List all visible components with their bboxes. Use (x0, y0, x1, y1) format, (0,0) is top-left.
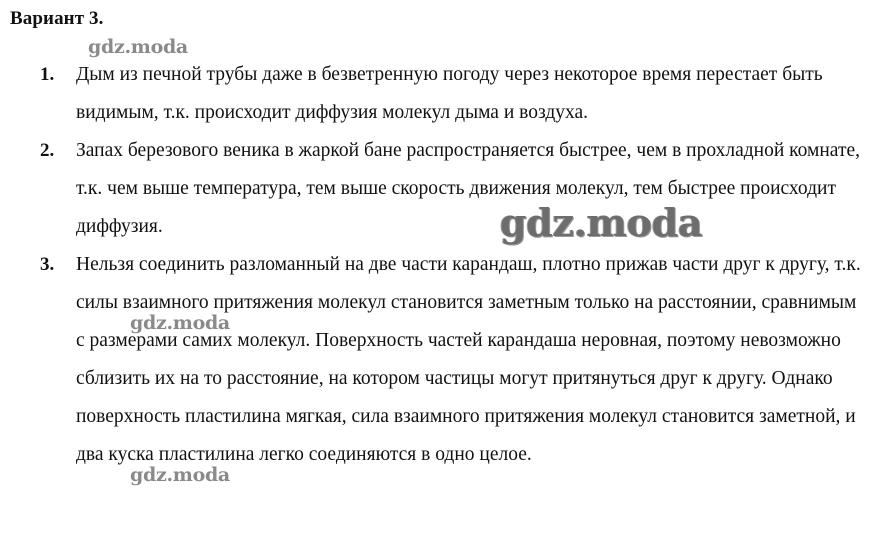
answer-number: 2. (40, 140, 55, 161)
answer-text: Запах березового веника в жаркой бане распространяется быстрее, чем в прохладной комнате, т.к. чем выше температура, тем выше скорость движения молекул, тем быстрее происходит диффузия. (76, 140, 860, 237)
answer-item-2 (40, 132, 870, 246)
answer-text: Дым из печной трубы даже в безветренную погоду через некоторое время перестает быть видимым, т.к. происходит диффузия молекул дыма и воздуха. (76, 64, 823, 123)
answer-item-1 (40, 56, 870, 132)
variant-heading: Вариант 3. (10, 8, 104, 29)
watermark-logo: gdz.moda (88, 36, 188, 58)
watermark-logo: gdz.moda (130, 312, 230, 334)
watermark-logo: gdz.moda (130, 464, 230, 486)
answer-text: Нельзя соединить разломанный на две части карандаш, плотно прижав части друг к другу, т.к. силы взаимного притяжения молекул становится заметным только на расстоянии, сравнимым с размерами самих молекул. Поверхность частей карандаша неровная, поэтому невозможно сблизить их на то расстояние, на котором частицы могут притянуться друг к другу. Однако поверхность пластилина мягкая, сила взаимного притяжения молекул становится заметной, и два куска пластилина легко соединяются в одно целое. (76, 254, 861, 465)
answer-number: 3. (40, 254, 55, 275)
answer-number: 1. (40, 64, 55, 85)
watermark-logo: gdz.moda (500, 200, 703, 245)
